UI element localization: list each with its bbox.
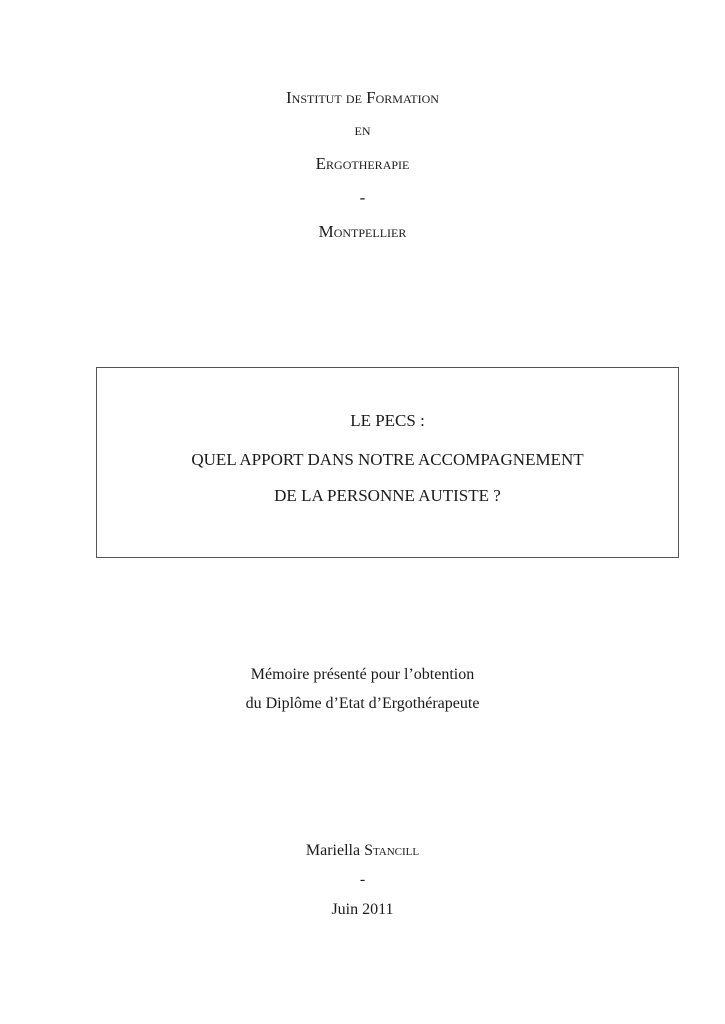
memoire-line-1: Mémoire présenté pour l’obtention <box>250 666 475 683</box>
author-name <box>0 842 725 860</box>
thesis-title-line-1: LE PECS : <box>350 411 425 430</box>
author-separator: - <box>359 871 366 888</box>
institute-line-1: Institut de Formation <box>286 88 439 107</box>
institute-city: Montpellier <box>318 222 407 241</box>
institute-line-3: Ergotherapie <box>315 154 410 173</box>
author-first-name: Mariella <box>305 842 361 859</box>
author-last-name: Stancill <box>364 842 420 859</box>
memoire-line-2: du Diplôme d’Etat d’Ergothérapeute <box>245 695 480 712</box>
submission-date: Juin 2011 <box>331 901 394 918</box>
thesis-title-box <box>96 367 679 558</box>
thesis-title-line-3: DE LA PERSONNE AUTISTE ? <box>274 486 501 505</box>
thesis-title-line-2: QUEL APPORT DANS NOTRE ACCOMPAGNEMENT <box>191 450 584 469</box>
institute-separator: - <box>359 188 366 207</box>
institute-line-2: en <box>354 120 371 139</box>
